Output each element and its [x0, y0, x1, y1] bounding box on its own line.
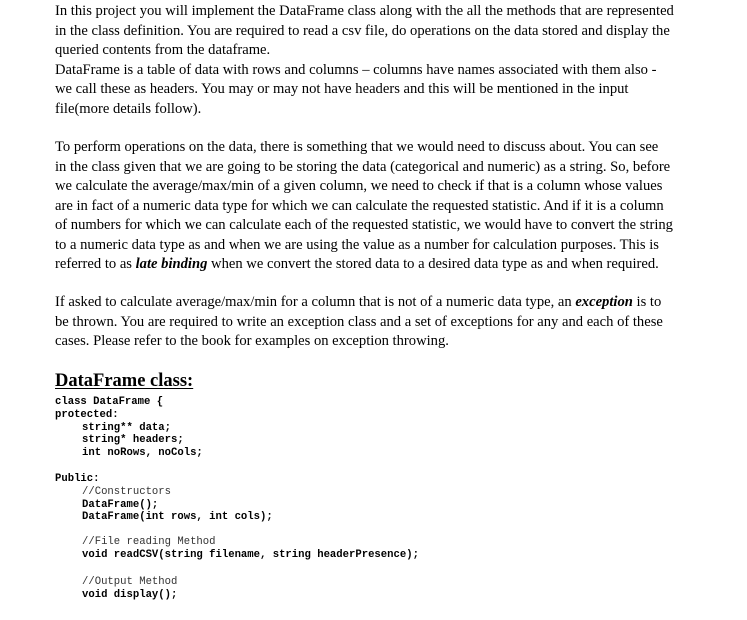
code-comment: //Constructors [82, 485, 172, 498]
text-line: in the class given that we are going to be storing the data (categorical and numeric) as a string. So, before [55, 158, 671, 175]
text-line: be thrown. You are required to write an exception class and a set of exceptions for any and each of these [55, 313, 663, 330]
text-line [55, 293, 695, 313]
text-line: queried contents from the dataframe. [55, 42, 271, 58]
code-block-file-reading [55, 536, 419, 562]
code-line: string** data; [82, 421, 172, 434]
intro-paragraph [55, 2, 695, 119]
code-line: void readCSV(string filename, string headerPresence); [82, 548, 419, 561]
text-segment: when we convert the stored data to a desired data type as and when required. [207, 256, 659, 272]
section-heading: DataFrame class: [55, 371, 194, 391]
code-comment: //Output Method [82, 576, 178, 588]
text-line [55, 255, 695, 275]
text-line: we calculate the average/max/min of a given column, we need to check if that is a column whose values [55, 178, 663, 194]
text-line: DataFrame is a table of data with rows and columns – columns have names associated with them also - [55, 61, 657, 78]
code-line: protected: [55, 408, 119, 421]
text-line: to a numeric data type as and when we are using the value as a number for calculation purposes. This is [55, 236, 659, 253]
text-line: in the class definition. You are required to read a csv file, do operations on the data stored and display the [55, 22, 670, 39]
code-line: DataFrame(int rows, int cols); [82, 511, 273, 524]
code-line: DataFrame(); [82, 498, 159, 511]
text-line: we call these as headers. You may or may not have headers and this will be mentioned in the input [55, 81, 629, 97]
text-line: cases. Please refer to the book for examples on exception throwing. [55, 333, 449, 349]
text-segment: is to [632, 294, 662, 310]
exceptions-paragraph [55, 293, 695, 352]
code-line: void display(); [82, 588, 178, 601]
text-line: file(more details follow). [55, 100, 202, 117]
code-comment: //File reading Method [82, 536, 216, 548]
text-line: of numbers for which we can calculate each of the requested statistic, we would have to convert the string [55, 217, 673, 233]
text-line: To perform operations on the data, there is something that we would need to discuss about. You can see [55, 139, 659, 155]
code-line: class DataFrame { [55, 396, 164, 408]
text-line: are in fact of a numeric data type for which we can calculate the requested statistic. And if it is a column [55, 197, 664, 214]
code-block-class-header [55, 396, 203, 460]
code-line: int noRows, noCols; [82, 447, 203, 460]
code-block-output [55, 576, 177, 602]
code-line: string* headers; [82, 434, 184, 447]
text-line: In this project you will implement the DataFrame class along with the all the methods that are represented [55, 3, 674, 19]
code-line: Public: [55, 473, 100, 485]
text-segment: If asked to calculate average/max/min for a column that is not of a numeric data type, an [55, 294, 576, 310]
emphasis-exception: exception [575, 294, 633, 310]
operations-paragraph [55, 138, 695, 275]
text-segment: referred to as [55, 256, 136, 272]
code-block-public [55, 473, 273, 524]
emphasis-late-binding: late binding [135, 256, 208, 272]
